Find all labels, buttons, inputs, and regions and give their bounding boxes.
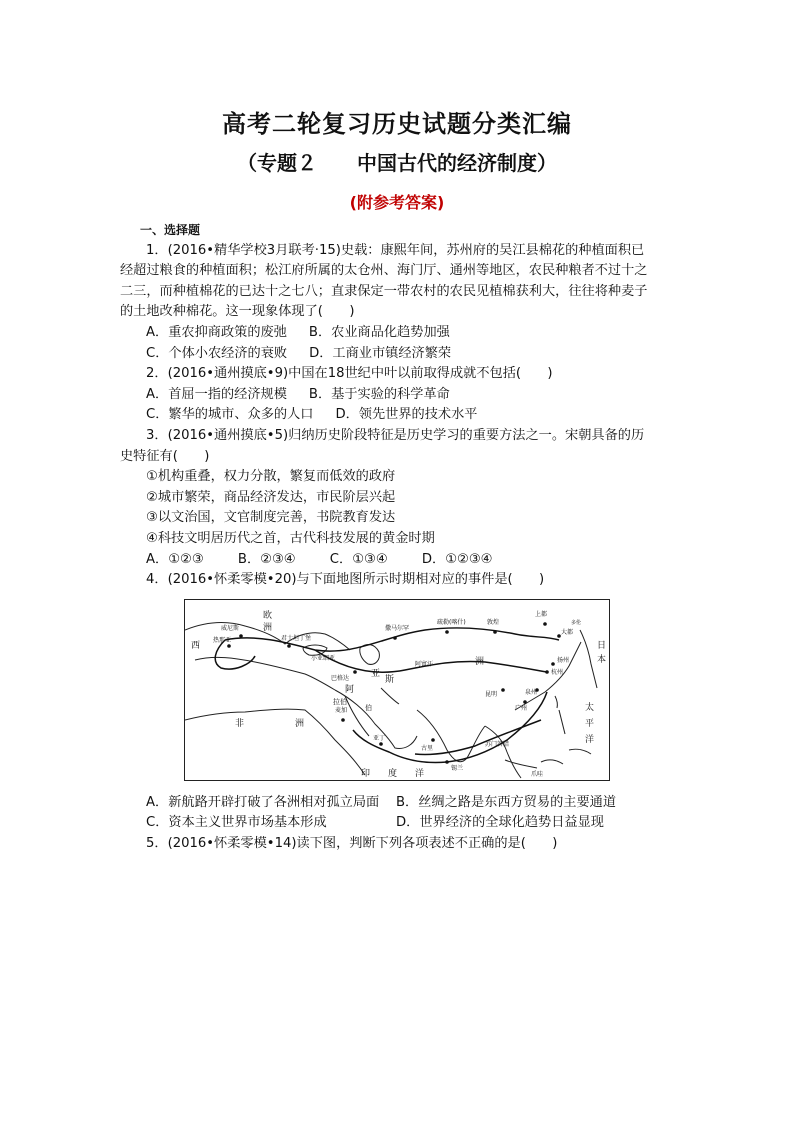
option-row: [120, 405, 680, 426]
option-a[interactable]: A．重农抑商政策的废弛: [146, 324, 287, 340]
city-dot-calicut: [431, 738, 435, 742]
question-5: [120, 834, 680, 855]
statement-item: ①机构重叠，权力分散，繁复而低效的政府: [146, 469, 396, 485]
map-label-ceylon: 锡兰: [451, 764, 464, 772]
japan-coast: [580, 630, 597, 688]
map-label-afghan: 阿富汗: [415, 660, 434, 668]
section-title: 一、选择题: [140, 223, 201, 237]
africa-coast: [185, 709, 365, 775]
option-d[interactable]: D．①②③④: [421, 551, 493, 567]
map-label-hormuz: 伯: [365, 703, 372, 712]
option-a[interactable]: A．首屈一指的经济规模: [146, 386, 287, 402]
question-stem-line: 二三，而种植棉花的已达十之七八；直隶保定一带农村的农民见植棉获利大，往往将种麦子: [120, 283, 648, 299]
map-label-mecca: 麦加: [335, 706, 348, 714]
coastlines: [185, 622, 597, 777]
document-subtitle: （专题２ 中国古代的经济制度）: [237, 151, 557, 175]
map-label-west: 西: [191, 640, 201, 651]
option-d[interactable]: D．领先世界的技术水平: [335, 407, 478, 423]
map-label-arabia2: 拉伯: [333, 697, 347, 706]
city-dot-dunhuang: [493, 630, 497, 634]
city-dot-kashgar: [445, 630, 449, 634]
city-dot-kunming: [501, 688, 505, 692]
city-dot-baghdad: [353, 670, 357, 674]
option-a[interactable]: A．新航路开辟打破了各洲相对孤立局面: [146, 794, 380, 810]
statement-item: ②城市繁荣，商品经济发达，市民阶层兴起: [146, 489, 396, 505]
map-label-europe2: 洲: [263, 622, 273, 633]
city-dot-guangzhou: [523, 700, 527, 704]
question-4: [120, 570, 680, 834]
city-dot-shangdu: [543, 622, 547, 626]
map-label-gulf: 古里: [421, 744, 434, 752]
option-row: [120, 550, 680, 571]
option-d[interactable]: D．工商业市镇经济繁荣: [309, 345, 452, 361]
trade-route-map: [184, 599, 610, 781]
map-label-baghdad: 巴格达: [331, 674, 350, 682]
option-b[interactable]: B．丝绸之路是东西方贸易的主要通道: [396, 794, 617, 810]
city-dot-samarkand: [393, 636, 397, 640]
question-stem-line: 4．(2016•怀柔零模•20)与下面地图所示时期相对应的事件是( ): [146, 572, 545, 588]
indonesia-islands: [505, 749, 591, 768]
question-2: [120, 364, 680, 426]
city-dot-yangzhou: [551, 662, 555, 666]
statement-item: ④科技文明居历代之首，古代科技发展的黄金时期: [146, 530, 435, 546]
map-label-zhou: 洲: [475, 656, 485, 667]
map-label-java: 爪哇: [531, 770, 544, 778]
map-label-venice: 威尼斯: [221, 624, 240, 632]
map-label-dadu-note: 多伦: [571, 619, 582, 626]
map-label-sumatra: 苏门答腊: [485, 740, 510, 748]
map-label-japan2: 本: [597, 654, 607, 665]
map-label-dunhuang: 敦煌: [487, 618, 500, 626]
map-label-kashgar: 疏勒(喀什): [437, 618, 466, 626]
option-b[interactable]: B．②③④: [237, 551, 296, 567]
map-label-aden: 亚丁: [373, 734, 386, 742]
question-stem-line: 2．(2016•通州摸底•9)中国在18世纪中叶以前取得成就不包括( ): [146, 366, 553, 382]
map-label-indian-ocean: 印 度 洋: [361, 768, 425, 779]
option-c[interactable]: C．①③④: [329, 551, 388, 567]
option-row: [120, 323, 680, 344]
option-c[interactable]: C．个体小农经济的衰败: [146, 345, 288, 361]
map-label-africa2: 洲: [295, 718, 305, 729]
map-label-quanzhou: 泉州: [525, 688, 538, 696]
red-sea: [345, 696, 369, 736]
map-label-constantinople: 君士坦丁堡: [281, 634, 312, 642]
persian-gulf: [381, 688, 399, 704]
question-1: [120, 241, 680, 365]
map-label-pacific3: 洋: [585, 734, 595, 745]
map-label-genoa: 热那亚: [213, 636, 232, 644]
question-stem-line: 5．(2016•怀柔零模•14)读下图，判断下列各项表述不正确的是( ): [146, 835, 558, 851]
option-a[interactable]: A．①②③: [146, 551, 204, 567]
map-label-pacific: 太: [585, 702, 595, 713]
map-label-japan: 日: [597, 640, 607, 651]
option-row: [120, 385, 680, 406]
map-label-hangzhou: 杭州: [551, 668, 564, 676]
question-stem-line: 3．(2016•通州摸底•5)归纳历史阶段特征是历史学习的重要方法之一。宋朝具备的历: [146, 427, 645, 443]
map-label-kunming: 昆明: [485, 690, 498, 698]
west-loop: [215, 640, 255, 669]
option-row: [120, 813, 680, 834]
city-dot-constantinople: [287, 644, 291, 648]
map-label-persia: 斯: [385, 674, 395, 685]
city-dot-genoa: [227, 644, 231, 648]
city-dot-ceylon: [445, 760, 449, 764]
city-dot-aden: [379, 742, 383, 746]
map-svg: [185, 600, 609, 780]
map-label-guangzhou: 广州: [515, 704, 528, 712]
option-d[interactable]: D．世界经济的全球化趋势日益显现: [396, 815, 604, 831]
option-row: [120, 344, 680, 365]
question-stem-line: 经超过粮食的种植面积；松江府所属的太仓州、海门厅、通州等地区，农民种粮者不过十之: [120, 263, 648, 279]
answer-note: (附参考答案): [349, 193, 445, 212]
question-stem-line: 史特征有( ): [120, 448, 210, 464]
taiwan: [555, 696, 557, 708]
map-labels: [191, 609, 606, 779]
question-stem-line: 的土地改种棉花。这一现象体现了( ): [120, 304, 355, 320]
document-title: 高考二轮复习历史试题分类汇编: [222, 110, 572, 138]
map-label-arabia: 阿: [345, 684, 355, 695]
option-b[interactable]: B．农业商品化趋势加强: [308, 324, 450, 340]
map-label-yangzhou: 扬州: [557, 656, 570, 664]
map-label-samarkand: 撒马尔罕: [385, 624, 410, 632]
option-b[interactable]: B．基于实验的科学革命: [308, 386, 450, 402]
map-label-pacific2: 平: [585, 718, 595, 729]
option-c[interactable]: C．资本主义世界市场基本形成: [146, 815, 327, 831]
city-dot-mecca: [341, 718, 345, 722]
question-list: [120, 220, 680, 854]
map-label-shangdu: 上都: [535, 610, 548, 618]
map-label-europe: 欧: [263, 610, 273, 621]
question-3: [120, 426, 680, 570]
map-label-dadu: 大都: [561, 628, 574, 636]
philippines: [559, 710, 565, 734]
question-stem-line: 1．(2016•精华学校3月联考·15)史载：康熙年间，苏州府的吴江县棉花的种植面积已: [146, 242, 645, 258]
option-c[interactable]: C．繁华的城市、众多的人口: [146, 407, 314, 423]
map-label-africa: 非: [235, 718, 245, 729]
city-dot-venice: [239, 634, 243, 638]
china-coast: [515, 642, 581, 710]
caspian-sea: [360, 644, 380, 664]
map-label-asia: 亚: [371, 668, 381, 679]
city-dot-hangzhou: [545, 670, 549, 674]
statement-item: ③以文治国，文官制度完善，书院教育发达: [146, 510, 396, 526]
option-row: [120, 793, 680, 814]
map-label-asia-minor: 小亚细亚: [311, 654, 336, 662]
